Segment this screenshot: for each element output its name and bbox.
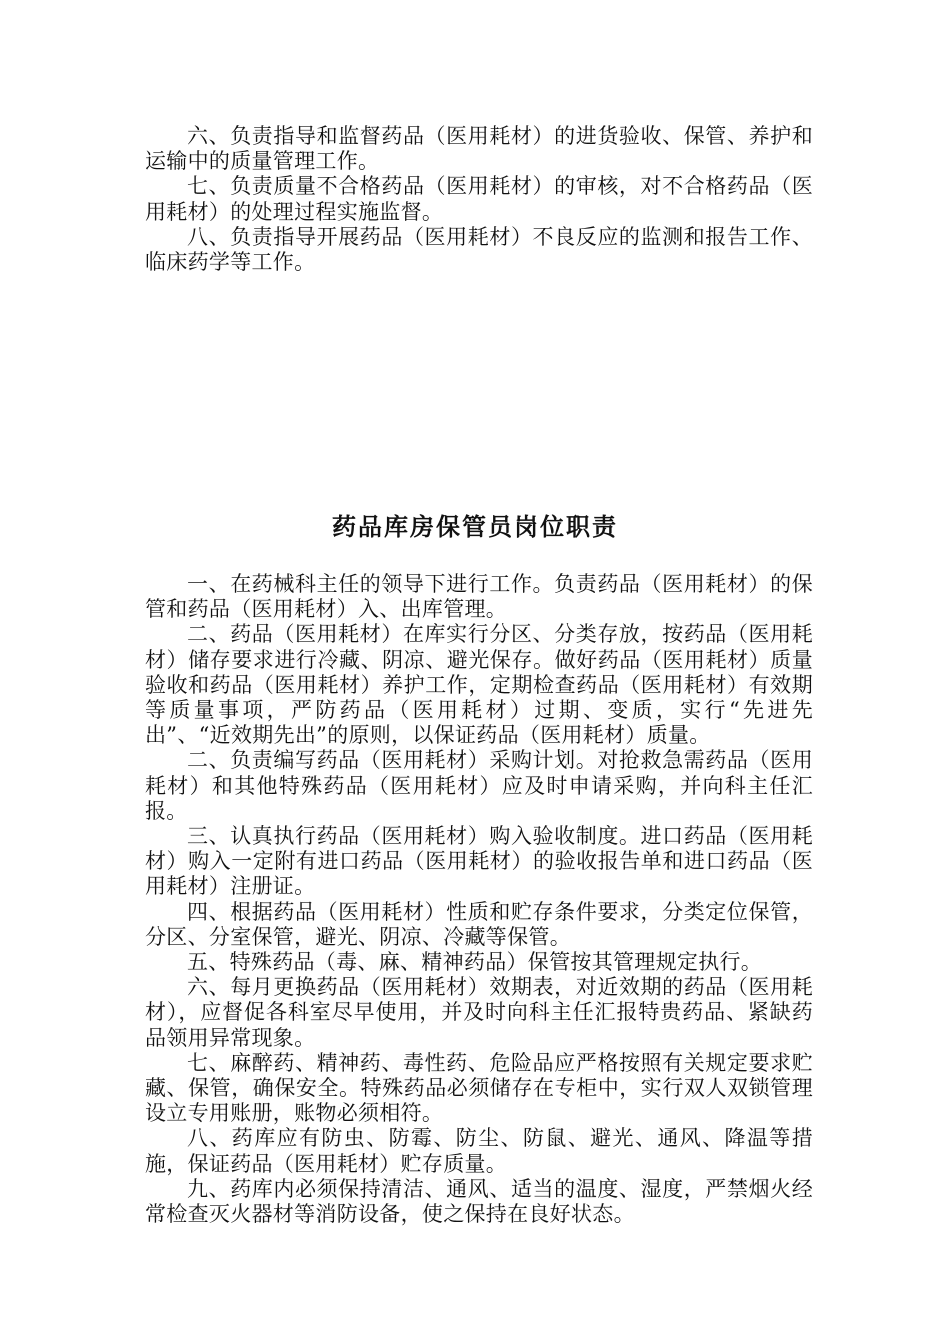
- paragraph: 八、药库应有防虫、防霉、防尘、防鼠、避光、通风、降温等措施，保证药品（医用耗材）贮存质量。: [145, 1126, 813, 1176]
- continued-responsibilities-section: [145, 124, 813, 275]
- paragraph: 七、麻醉药、精神药、毒性药、危险品应严格按照有关规定要求贮藏、保管，确保安全。特殊药品必须储存在专柜中，实行双人双锁管理设立专用账册，账物必须相符。: [145, 1050, 813, 1126]
- paragraph: 九、药库内必须保持清洁、通风、适当的温度、湿度，严禁烟火经常检查灭火器材等消防设备，使之保持在良好状态。: [145, 1176, 813, 1227]
- paragraph: 八、负责指导开展药品（医用耗材）不良反应的监测和报告工作、临床药学等工作。: [145, 224, 813, 275]
- paragraph: 四、根据药品（医用耗材）性质和贮存条件要求，分类定位保管，分区、分室保管，避光、阴凉、冷藏等保管。: [145, 899, 813, 949]
- paragraph: 六、负责指导和监督药品（医用耗材）的进货验收、保管、养护和运输中的质量管理工作。: [145, 124, 813, 174]
- paragraph: 七、负责质量不合格药品（医用耗材）的审核，对不合格药品（医用耗材）的处理过程实施监督。: [145, 174, 813, 224]
- paragraph: 二、负责编写药品（医用耗材）采购计划。对抢救急需药品（医用耗材）和其他特殊药品（医用耗材）应及时申请采购，并向科主任汇报。: [145, 748, 813, 823]
- paragraph: 三、认真执行药品（医用耗材）购入验收制度。进口药品（医用耗材）购入一定附有进口药品（医用耗材）的验收报告单和进口药品（医用耗材）注册证。: [145, 824, 813, 899]
- paragraph: 二、药品（医用耗材）在库实行分区、分类存放，按药品（医用耗材）储存要求进行冷藏、阴凉、避光保存。做好药品（医用耗材）质量验收和药品（医用耗材）养护工作，定期检查药品（医用耗材）有效期等质量事项，严防药品（医用耗材）过期、变质，实行“先进先出”、“近效期先出”的原则，以保证药品（医用耗材）质量。: [145, 622, 813, 748]
- paragraph: 一、在药械科主任的领导下进行工作。负责药品（医用耗材）的保管和药品（医用耗材）入、出库管理。: [145, 572, 813, 622]
- document-title: 药品库房保管员岗位职责: [332, 512, 618, 541]
- paragraph: 六、每月更换药品（医用耗材）效期表，对近效期的药品（医用耗材），应督促各科室尽早使用，并及时向科主任汇报特贵药品、紧缺药品领用异常现象。: [145, 975, 813, 1050]
- paragraph: 五、特殊药品（毒、麻、精神药品）保管按其管理规定执行。: [187, 950, 763, 975]
- responsibilities-section: [145, 572, 813, 1227]
